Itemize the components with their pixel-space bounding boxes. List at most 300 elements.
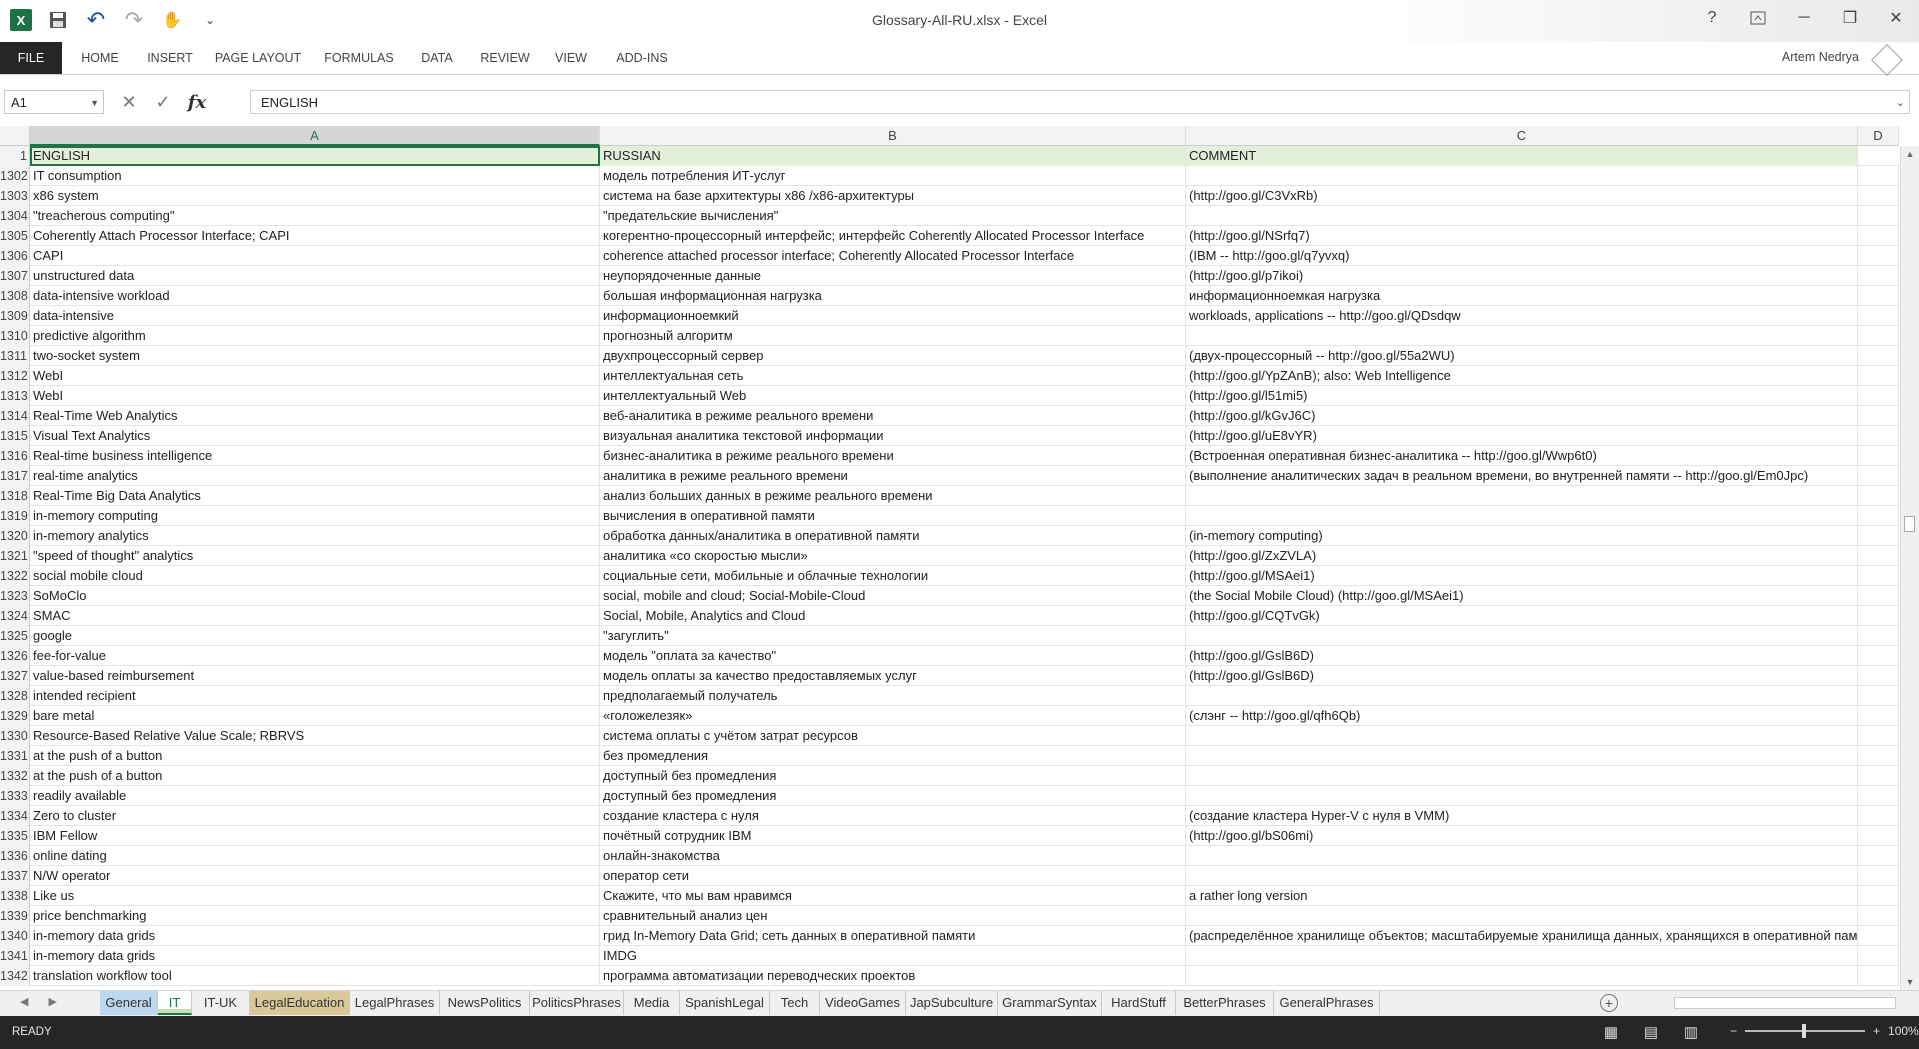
scroll-thumb[interactable] [1904, 516, 1915, 532]
cell-b[interactable]: «голожелезяк» [600, 706, 1186, 726]
row-number[interactable]: 1329 [0, 706, 30, 726]
cell-d[interactable] [1858, 546, 1899, 566]
cell-b[interactable]: social, mobile and cloud; Social-Mobile-Cloud [600, 586, 1186, 606]
cell-d[interactable] [1858, 246, 1899, 266]
sheet-tab[interactable]: IT [158, 991, 192, 1015]
cell-c[interactable]: (http://goo.gl/kGvJ6C) [1186, 406, 1858, 426]
row-number[interactable]: 1324 [0, 606, 30, 626]
column-header-a[interactable]: A [30, 126, 600, 146]
cell-d[interactable] [1858, 906, 1899, 926]
cell-a[interactable]: "treacherous computing" [30, 206, 600, 226]
row-number[interactable]: 1328 [0, 686, 30, 706]
add-sheet-button[interactable]: + [1600, 994, 1618, 1012]
cell-b[interactable]: прогнозный алгоритм [600, 326, 1186, 346]
table-row [0, 246, 1899, 266]
excel-icon[interactable]: X [10, 9, 32, 31]
cell-b[interactable]: большая информационная нагрузка [600, 286, 1186, 306]
chevron-down-icon[interactable]: ▼ [90, 98, 99, 108]
cell-d[interactable] [1858, 606, 1899, 626]
title-bar [0, 0, 1919, 42]
table-row [0, 566, 1899, 586]
cell-d[interactable] [1858, 726, 1899, 746]
formula-input[interactable]: ENGLISH ⌄ [250, 90, 1910, 114]
row-number[interactable]: 1318 [0, 486, 30, 506]
row-number[interactable]: 1338 [0, 886, 30, 906]
tab-review[interactable]: REVIEW [480, 51, 530, 65]
cell-d[interactable] [1858, 166, 1899, 186]
cell-a[interactable]: Real-Time Big Data Analytics [30, 486, 600, 506]
cell-b[interactable]: аналитика в режиме реального времени [600, 466, 1186, 486]
cell-c[interactable]: (слэнг -- http://goo.gl/qfh6Qb) [1186, 706, 1858, 726]
row-number[interactable]: 1317 [0, 466, 30, 486]
zoom-level[interactable]: 100% [1888, 1024, 1919, 1038]
table-row [0, 526, 1899, 546]
customize-icon[interactable]: ⌄ [204, 13, 216, 27]
user-avatar[interactable] [1871, 44, 1903, 76]
cell-a[interactable]: translation workflow tool [30, 966, 600, 986]
sheet-navigation [20, 995, 57, 1008]
cell-c[interactable]: (in-memory computing) [1186, 526, 1858, 546]
cell-d[interactable] [1858, 626, 1899, 646]
page-break-icon[interactable]: ▥ [1683, 1024, 1699, 1041]
cell-d[interactable] [1858, 266, 1899, 286]
scroll-up-icon[interactable]: ▲ [1905, 149, 1915, 159]
row-number[interactable]: 1312 [0, 366, 30, 386]
cell-b[interactable]: когерентно-процессорный интерфейс; интерфейс Coherently Allocated Processor Interface [600, 226, 1186, 246]
cell-d[interactable] [1858, 866, 1899, 886]
column-header-b[interactable]: B [600, 126, 1186, 146]
tab-view[interactable]: VIEW [555, 51, 587, 65]
cell-c[interactable]: (http://goo.gl/NSrfq7) [1186, 226, 1858, 246]
cell-a[interactable]: N/W operator [30, 866, 600, 886]
cell-b[interactable]: доступный без промедления [600, 766, 1186, 786]
column-header-c[interactable]: C [1186, 126, 1858, 146]
cell-d[interactable] [1858, 586, 1899, 606]
cell-c[interactable]: (http://goo.gl/uE8vYR) [1186, 426, 1858, 446]
row-number[interactable]: 1303 [0, 186, 30, 206]
zoom-slider[interactable] [1745, 1030, 1865, 1032]
row-number[interactable]: 1333 [0, 786, 30, 806]
row-number[interactable]: 1335 [0, 826, 30, 846]
row-number[interactable]: 1341 [0, 946, 30, 966]
table-row [0, 766, 1899, 786]
cell-c[interactable]: (http://goo.gl/GslB6D) [1186, 666, 1858, 686]
sheet-next-icon[interactable]: ▶ [48, 996, 57, 1008]
cell-a[interactable]: at the push of a button [30, 746, 600, 766]
table-row [0, 666, 1899, 686]
sheet-tab[interactable]: HardStuff [1102, 991, 1176, 1015]
horizontal-scrollbar[interactable] [1674, 997, 1896, 1009]
sheet-tab[interactable]: BetterPhrases [1176, 991, 1274, 1015]
cell-c[interactable] [1186, 166, 1858, 186]
table-row [0, 726, 1899, 746]
cell-a[interactable]: in-memory data grids [30, 946, 600, 966]
row-number[interactable]: 1323 [0, 586, 30, 606]
cell-a[interactable]: "speed of thought" analytics [30, 546, 600, 566]
cell-c[interactable]: (http://goo.gl/GslB6D) [1186, 646, 1858, 666]
cell-c[interactable] [1186, 966, 1858, 986]
tab-data[interactable]: DATA [421, 51, 453, 65]
cell-c[interactable] [1186, 746, 1858, 766]
cell-a[interactable]: data-intensive workload [30, 286, 600, 306]
cell-b[interactable]: интеллектуальный Web [600, 386, 1186, 406]
close-icon[interactable]: ✕ [1889, 10, 1903, 27]
cell-d[interactable] [1858, 366, 1899, 386]
cell-d[interactable] [1858, 326, 1899, 346]
cell-b[interactable]: обработка данных/аналитика в оперативной памяти [600, 526, 1186, 546]
tab-add-ins[interactable]: ADD-INS [616, 51, 668, 65]
cell-b[interactable]: доступный без промедления [600, 786, 1186, 806]
cell-c[interactable]: a rather long version [1186, 886, 1858, 906]
cell-a[interactable]: two-socket system [30, 346, 600, 366]
sheet-tab[interactable]: SpanishLegal [680, 991, 770, 1015]
cell-a[interactable]: WebI [30, 386, 600, 406]
zoom-in-icon[interactable]: + [1873, 1024, 1881, 1038]
row-number[interactable]: 1331 [0, 746, 30, 766]
cell-d[interactable] [1858, 346, 1899, 366]
table-row [0, 326, 1899, 346]
cell-b[interactable]: вычисления в оперативной памяти [600, 506, 1186, 526]
cell-a[interactable]: social mobile cloud [30, 566, 600, 586]
cell-c[interactable] [1186, 846, 1858, 866]
row-number[interactable]: 1325 [0, 626, 30, 646]
tab-page-layout[interactable]: PAGE LAYOUT [214, 51, 302, 65]
cell-b[interactable]: Скажите, что мы вам нравимся [600, 886, 1186, 906]
cell-d[interactable] [1858, 406, 1899, 426]
cell-b[interactable]: онлайн-знакомства [600, 846, 1186, 866]
cell-d[interactable] [1858, 806, 1899, 826]
cell-a[interactable]: real-time analytics [30, 466, 600, 486]
row-number[interactable]: 1340 [0, 926, 30, 946]
cell-a[interactable]: IT consumption [30, 166, 600, 186]
cell-d[interactable] [1858, 286, 1899, 306]
cell-c[interactable] [1186, 726, 1858, 746]
cell-c[interactable] [1186, 946, 1858, 966]
sheet-tab[interactable]: General [100, 991, 158, 1015]
cell-b[interactable]: бизнес-аналитика в режиме реального времени [600, 446, 1186, 466]
table-row [0, 346, 1899, 366]
cell-a[interactable]: Real-time business intelligence [30, 446, 600, 466]
tab-file[interactable]: FILE [0, 42, 62, 74]
cell-b[interactable]: coherence attached processor interface; Coherently Allocated Processor Interface [600, 246, 1186, 266]
cell-a1[interactable]: ENGLISH [30, 146, 600, 166]
cell-b[interactable]: сравнительный анализ цен [600, 906, 1186, 926]
sheet-tab[interactable]: NewsPolitics [440, 991, 530, 1015]
cell-d[interactable] [1858, 706, 1899, 726]
cell-c[interactable]: workloads, applications -- http://goo.gl/QDsdqw [1186, 306, 1858, 326]
minimize-icon[interactable]: ─ [1798, 9, 1810, 26]
ribbon-display-icon[interactable] [1735, 4, 1781, 32]
cell-c[interactable] [1186, 786, 1858, 806]
redo-icon[interactable]: ↷ [124, 7, 144, 32]
cell-d[interactable] [1858, 506, 1899, 526]
cell-d[interactable] [1858, 226, 1899, 246]
row-number[interactable]: 1332 [0, 766, 30, 786]
cell-a[interactable]: SMAC [30, 606, 600, 626]
row-number[interactable]: 1319 [0, 506, 30, 526]
table-row [0, 366, 1899, 386]
cell-c[interactable]: (the Social Mobile Cloud) (http://goo.gl/MSAei1) [1186, 586, 1858, 606]
cell-a[interactable]: price benchmarking [30, 906, 600, 926]
sheet-tab[interactable]: GeneralPhrases [1274, 991, 1380, 1015]
zoom-control [1730, 1024, 1919, 1038]
cell-b[interactable]: IMDG [600, 946, 1186, 966]
scroll-down-icon[interactable]: ▼ [1905, 977, 1915, 987]
sheet-tab-bar [0, 990, 1919, 1017]
table-row [0, 286, 1899, 306]
cell-c1[interactable]: COMMENT [1186, 146, 1858, 166]
row-number[interactable]: 1336 [0, 846, 30, 866]
cell-c[interactable]: (http://goo.gl/ZxZVLA) [1186, 546, 1858, 566]
cell-c[interactable]: (http://goo.gl/YpZAnB); also: Web Intelligence [1186, 366, 1858, 386]
cell-c[interactable]: (http://goo.gl/p7ikoi) [1186, 266, 1858, 286]
cell-a[interactable]: unstructured data [30, 266, 600, 286]
row-number[interactable]: 1 [0, 146, 30, 166]
cell-b[interactable]: почётный сотрудник IBM [600, 826, 1186, 846]
cell-b[interactable]: анализ больших данных в режиме реального времени [600, 486, 1186, 506]
cancel-icon[interactable]: ✕ [121, 91, 137, 112]
restore-icon[interactable]: ❐ [1842, 10, 1858, 27]
cell-a[interactable]: Real-Time Web Analytics [30, 406, 600, 426]
cell-b[interactable]: система на базе архитектуры x86 /x86-архитектуры [600, 186, 1186, 206]
cell-a[interactable]: value-based reimbursement [30, 666, 600, 686]
cell-d[interactable] [1858, 966, 1899, 986]
sheet-tab[interactable]: JapSubculture [906, 991, 998, 1015]
cell-b[interactable]: социальные сети, мобильные и облачные технологии [600, 566, 1186, 586]
sheet-tab[interactable]: IT-UK [192, 991, 250, 1015]
cell-b[interactable]: "предательские вычисления" [600, 206, 1186, 226]
row-number[interactable]: 1339 [0, 906, 30, 926]
cell-b[interactable]: система оплаты с учётом затрат ресурсов [600, 726, 1186, 746]
cell-b[interactable]: модель "оплата за качество" [600, 646, 1186, 666]
cell-c[interactable]: (http://goo.gl/C3VxRb) [1186, 186, 1858, 206]
table-row [0, 966, 1899, 986]
cell-a[interactable]: in-memory data grids [30, 926, 600, 946]
row-number[interactable]: 1311 [0, 346, 30, 366]
row-number[interactable]: 1314 [0, 406, 30, 426]
cell-c[interactable]: (http://goo.gl/l51mi5) [1186, 386, 1858, 406]
cell-d[interactable] [1858, 446, 1899, 466]
row-number[interactable]: 1307 [0, 266, 30, 286]
row-number[interactable]: 1316 [0, 446, 30, 466]
cell-c[interactable] [1186, 486, 1858, 506]
sheet-prev-icon[interactable]: ◀ [20, 996, 29, 1008]
cell-c[interactable] [1186, 906, 1858, 926]
table-row [0, 646, 1899, 666]
cell-d[interactable] [1858, 786, 1899, 806]
cell-d[interactable] [1858, 766, 1899, 786]
row-number[interactable]: 1337 [0, 866, 30, 886]
row-number[interactable]: 1302 [0, 166, 30, 186]
cell-c[interactable] [1186, 686, 1858, 706]
row-number[interactable]: 1326 [0, 646, 30, 666]
cell-d[interactable] [1858, 846, 1899, 866]
row-number[interactable]: 1315 [0, 426, 30, 446]
cell-b[interactable]: создание кластера с нуля [600, 806, 1186, 826]
sheet-tab[interactable]: LegalPhrases [350, 991, 440, 1015]
sheet-tab[interactable]: PoliticsPhrases [530, 991, 624, 1015]
cell-a[interactable]: IBM Fellow [30, 826, 600, 846]
cell-d[interactable] [1858, 186, 1899, 206]
cell-d[interactable] [1858, 306, 1899, 326]
cell-c[interactable] [1186, 506, 1858, 526]
normal-view-icon[interactable]: ▦ [1603, 1024, 1619, 1041]
cell-a[interactable]: in-memory computing [30, 506, 600, 526]
cell-d[interactable] [1858, 666, 1899, 686]
cell-a[interactable]: Coherently Attach Processor Interface; CAPI [30, 226, 600, 246]
row-number[interactable]: 1322 [0, 566, 30, 586]
cell-a[interactable]: predictive algorithm [30, 326, 600, 346]
cell-a[interactable]: SoMoClo [30, 586, 600, 606]
tab-home[interactable]: HOME [81, 51, 119, 65]
cell-a[interactable]: readily available [30, 786, 600, 806]
cell-b[interactable]: модель потребления ИТ-услуг [600, 166, 1186, 186]
cell-b[interactable]: модель оплаты за качество предоставляемых услуг [600, 666, 1186, 686]
cell-b[interactable]: программа автоматизации переводческих проектов [600, 966, 1186, 986]
cell-d[interactable] [1858, 886, 1899, 906]
cell-d[interactable] [1858, 946, 1899, 966]
cell-a[interactable]: Zero to cluster [30, 806, 600, 826]
cell-c[interactable] [1186, 866, 1858, 886]
row-number[interactable]: 1327 [0, 666, 30, 686]
sheet-tab[interactable]: Tech [770, 991, 820, 1015]
cell-a[interactable]: google [30, 626, 600, 646]
page-layout-icon[interactable]: ▤ [1643, 1024, 1659, 1041]
enter-icon[interactable]: ✓ [155, 91, 171, 112]
cell-c[interactable]: (распределённое хранилище объектов; масштабируемые хранилища данных, хранящихся в оперативной пам [1186, 926, 1858, 946]
cell-c[interactable]: (IBM -- http://goo.gl/q7yvxq) [1186, 246, 1858, 266]
cell-b[interactable]: аналитика «со скоростью мысли» [600, 546, 1186, 566]
cell-b[interactable]: неупорядоченные данные [600, 266, 1186, 286]
sheet-tab[interactable]: Media [624, 991, 680, 1015]
cell-c[interactable]: (http://goo.gl/CQTvGk) [1186, 606, 1858, 626]
cell-c[interactable]: информационноемкая нагрузка [1186, 286, 1858, 306]
vertical-scrollbar[interactable] [1900, 146, 1919, 990]
cell-b[interactable]: информационноемкий [600, 306, 1186, 326]
cell-c[interactable]: (создание кластера Hyper-V с нуля в VMM) [1186, 806, 1858, 826]
cell-c[interactable]: (Встроенная оперативная бизнес-аналитика -- http://goo.gl/Wwp6t0) [1186, 446, 1858, 466]
row-number[interactable]: 1320 [0, 526, 30, 546]
cell-a[interactable]: x86 system [30, 186, 600, 206]
cell-a[interactable]: at the push of a button [30, 766, 600, 786]
cell-a[interactable]: Resource-Based Relative Value Scale; RBRVS [30, 726, 600, 746]
cell-d[interactable] [1858, 926, 1899, 946]
help-icon[interactable]: ? [1707, 9, 1717, 26]
sheet-tab[interactable]: VideoGames [820, 991, 906, 1015]
cell-a[interactable]: data-intensive [30, 306, 600, 326]
cell-d[interactable] [1858, 206, 1899, 226]
table-row [0, 166, 1899, 186]
cell-a[interactable]: Like us [30, 886, 600, 906]
row-number[interactable]: 1321 [0, 546, 30, 566]
cell-b[interactable]: веб-аналитика в режиме реального времени [600, 406, 1186, 426]
cell-b[interactable]: предполагаемый получатель [600, 686, 1186, 706]
cell-c[interactable] [1186, 626, 1858, 646]
cell-d[interactable] [1858, 386, 1899, 406]
cell-a[interactable]: intended recipient [30, 686, 600, 706]
window-title: Glossary-All-RU.xlsx - Excel [871, 12, 1047, 28]
table-row [0, 146, 1899, 166]
cell-a[interactable]: fee-for-value [30, 646, 600, 666]
cell-b[interactable]: грид In-Memory Data Grid; сеть данных в оперативной памяти [600, 926, 1186, 946]
row-number[interactable]: 1342 [0, 966, 30, 986]
table-row [0, 466, 1899, 486]
row-number[interactable]: 1304 [0, 206, 30, 226]
cell-d[interactable] [1858, 686, 1899, 706]
user-name[interactable]: Artem Nedrya [1781, 50, 1859, 64]
cell-c[interactable] [1186, 326, 1858, 346]
cell-b[interactable]: "загуглить" [600, 626, 1186, 646]
cell-a[interactable]: in-memory analytics [30, 526, 600, 546]
cell-a[interactable]: Visual Text Analytics [30, 426, 600, 446]
cell-c[interactable]: (выполнение аналитических задач в реальном времени, во внутренней памяти -- http://goo.gl/Em0Jpc) [1186, 466, 1858, 486]
cell-d[interactable] [1858, 426, 1899, 446]
name-box[interactable]: A1 ▼ [4, 90, 104, 114]
spreadsheet-grid [0, 126, 1919, 990]
column-header-d[interactable]: D [1858, 126, 1899, 146]
touch-mode-icon[interactable]: ✋ [162, 12, 182, 29]
row-number[interactable]: 1313 [0, 386, 30, 406]
cell-b[interactable]: визуальная аналитика текстовой информации [600, 426, 1186, 446]
cell-c[interactable] [1186, 766, 1858, 786]
table-row [0, 926, 1899, 946]
cell-c[interactable]: (http://goo.gl/MSAei1) [1186, 566, 1858, 586]
cell-a[interactable]: CAPI [30, 246, 600, 266]
table-row [0, 306, 1899, 326]
table-row [0, 886, 1899, 906]
cell-d[interactable] [1858, 746, 1899, 766]
cell-d[interactable] [1858, 486, 1899, 506]
cell-a[interactable]: bare metal [30, 706, 600, 726]
cell-d[interactable] [1858, 526, 1899, 546]
row-number[interactable]: 1305 [0, 226, 30, 246]
row-number[interactable]: 1308 [0, 286, 30, 306]
cell-c[interactable]: (двух-процессорный -- http://goo.gl/55a2WU) [1186, 346, 1858, 366]
sheet-tab[interactable]: GrammarSyntax [998, 991, 1102, 1015]
cell-b[interactable]: оператор сети [600, 866, 1186, 886]
cell-b1[interactable]: RUSSIAN [600, 146, 1186, 166]
select-all-corner[interactable] [0, 126, 30, 146]
tab-formulas[interactable]: FORMULAS [324, 51, 394, 65]
undo-icon[interactable]: ↶ [86, 7, 106, 32]
row-number[interactable]: 1330 [0, 726, 30, 746]
cell-a[interactable]: online dating [30, 846, 600, 866]
tab-insert[interactable]: INSERT [147, 51, 193, 65]
cell-b[interactable]: двухпроцессорный сервер [600, 346, 1186, 366]
fx-icon[interactable]: fx [187, 91, 207, 113]
cell-a[interactable]: WebI [30, 366, 600, 386]
table-row [0, 186, 1899, 206]
cell-c[interactable] [1186, 206, 1858, 226]
cell-d[interactable] [1858, 826, 1899, 846]
expand-formula-icon[interactable]: ⌄ [1895, 97, 1905, 109]
table-row [0, 706, 1899, 726]
cell-b[interactable]: Social, Mobile, Analytics and Cloud [600, 606, 1186, 626]
cell-b[interactable]: без промедления [600, 746, 1186, 766]
cell-b[interactable]: интеллектуальная сеть [600, 366, 1186, 386]
cell-c[interactable]: (http://goo.gl/bS06mi) [1186, 826, 1858, 846]
table-row [0, 686, 1899, 706]
cell-d[interactable] [1858, 646, 1899, 666]
row-number[interactable]: 1310 [0, 326, 30, 346]
sheet-tab[interactable]: LegalEducation [250, 991, 350, 1015]
cell-d[interactable] [1858, 566, 1899, 586]
row-number[interactable]: 1309 [0, 306, 30, 326]
cell-d[interactable] [1858, 466, 1899, 486]
zoom-out-icon[interactable]: − [1730, 1024, 1738, 1038]
row-number[interactable]: 1306 [0, 246, 30, 266]
row-number[interactable]: 1334 [0, 806, 30, 826]
